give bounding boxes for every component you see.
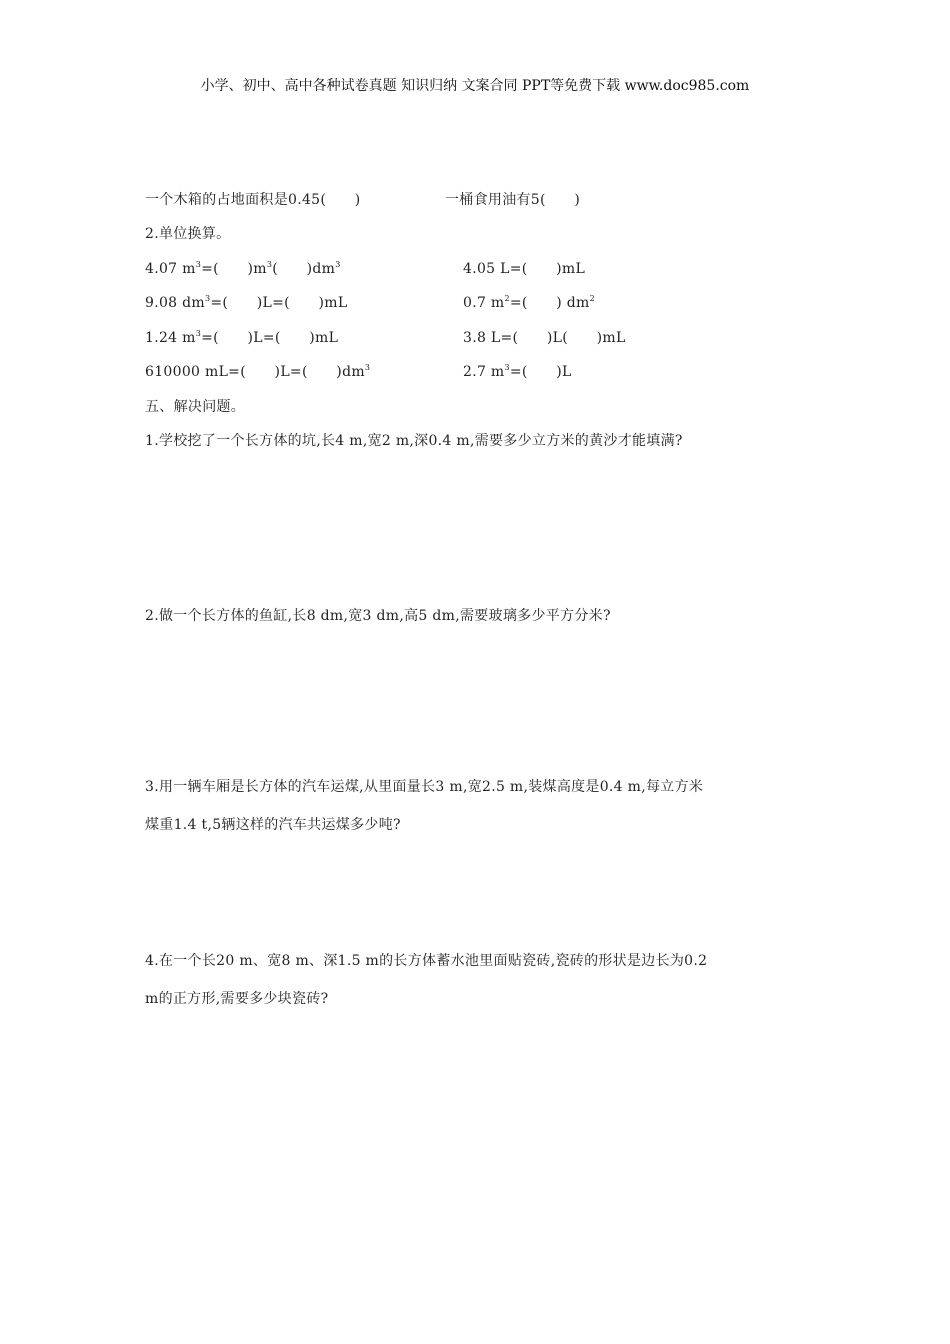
problem-1: 1.学校挖了一个长方体的坑,长4 m,宽2 m,深0.4 m,需要多少立方米的黄沙才能填满? — [145, 433, 683, 449]
cooking-oil-question: 一桶食用油有5( ) — [445, 192, 581, 208]
conversion-3-right: 3.8 L=( )L( )mL — [463, 330, 626, 346]
section-5-title: 五、解决问题。 — [145, 399, 246, 415]
conversion-row-2 — [145, 292, 596, 312]
problem-2: 2.做一个长方体的鱼缸,长8 dm,宽3 dm,高5 dm,需要玻璃多少平方分米? — [145, 608, 611, 624]
conversion-row-3 — [145, 327, 626, 347]
page-header: 小学、初中、高中各种试卷真题 知识归纳 文案合同 PPT等免费下载 www.doc985.com — [200, 78, 750, 94]
conversion-1-left: 4.07 $m^3=$( )$m^3$( )$dm^3$ — [145, 260, 341, 277]
conversion-4-right: 2.7 $m^3=$( )L — [463, 363, 572, 380]
problem-4-line-2: m的正方形,需要多少块瓷砖? — [145, 991, 329, 1007]
conversion-row-4 — [145, 361, 572, 381]
conversion-2-right: 0.7 $m^2=$( ) $dm^2$ — [463, 294, 596, 311]
conversion-3-left: 1.24 $m^3=$( )L=( )mL — [145, 329, 339, 346]
wooden-box-area-question: 一个木箱的占地面积是0.45( ) — [145, 192, 361, 208]
problem-3-line-2: 煤重1.4 t,5辆这样的汽车共运煤多少吨? — [145, 817, 401, 833]
conversion-1-right: 4.05 L=( )mL — [463, 261, 586, 277]
conversion-2-left: 9.08 $dm^3=$( )L=( )mL — [145, 294, 348, 311]
conversion-4-left: 610000 mL=( )L=( )$dm^3$ — [145, 363, 371, 380]
conversion-row-1 — [145, 258, 586, 278]
fill-blank-row — [145, 189, 581, 209]
problem-4-line-1: 4.在一个长20 m、宽8 m、深1.5 m的长方体蓄水池里面贴瓷砖,瓷砖的形状是边长为0.2 — [145, 953, 708, 969]
section-2-title: 2.单位换算。 — [145, 226, 231, 242]
problem-3-line-1: 3.用一辆车厢是长方体的汽车运煤,从里面量长3 m,宽2.5 m,装煤高度是0.4 m,每立方米 — [145, 779, 704, 795]
